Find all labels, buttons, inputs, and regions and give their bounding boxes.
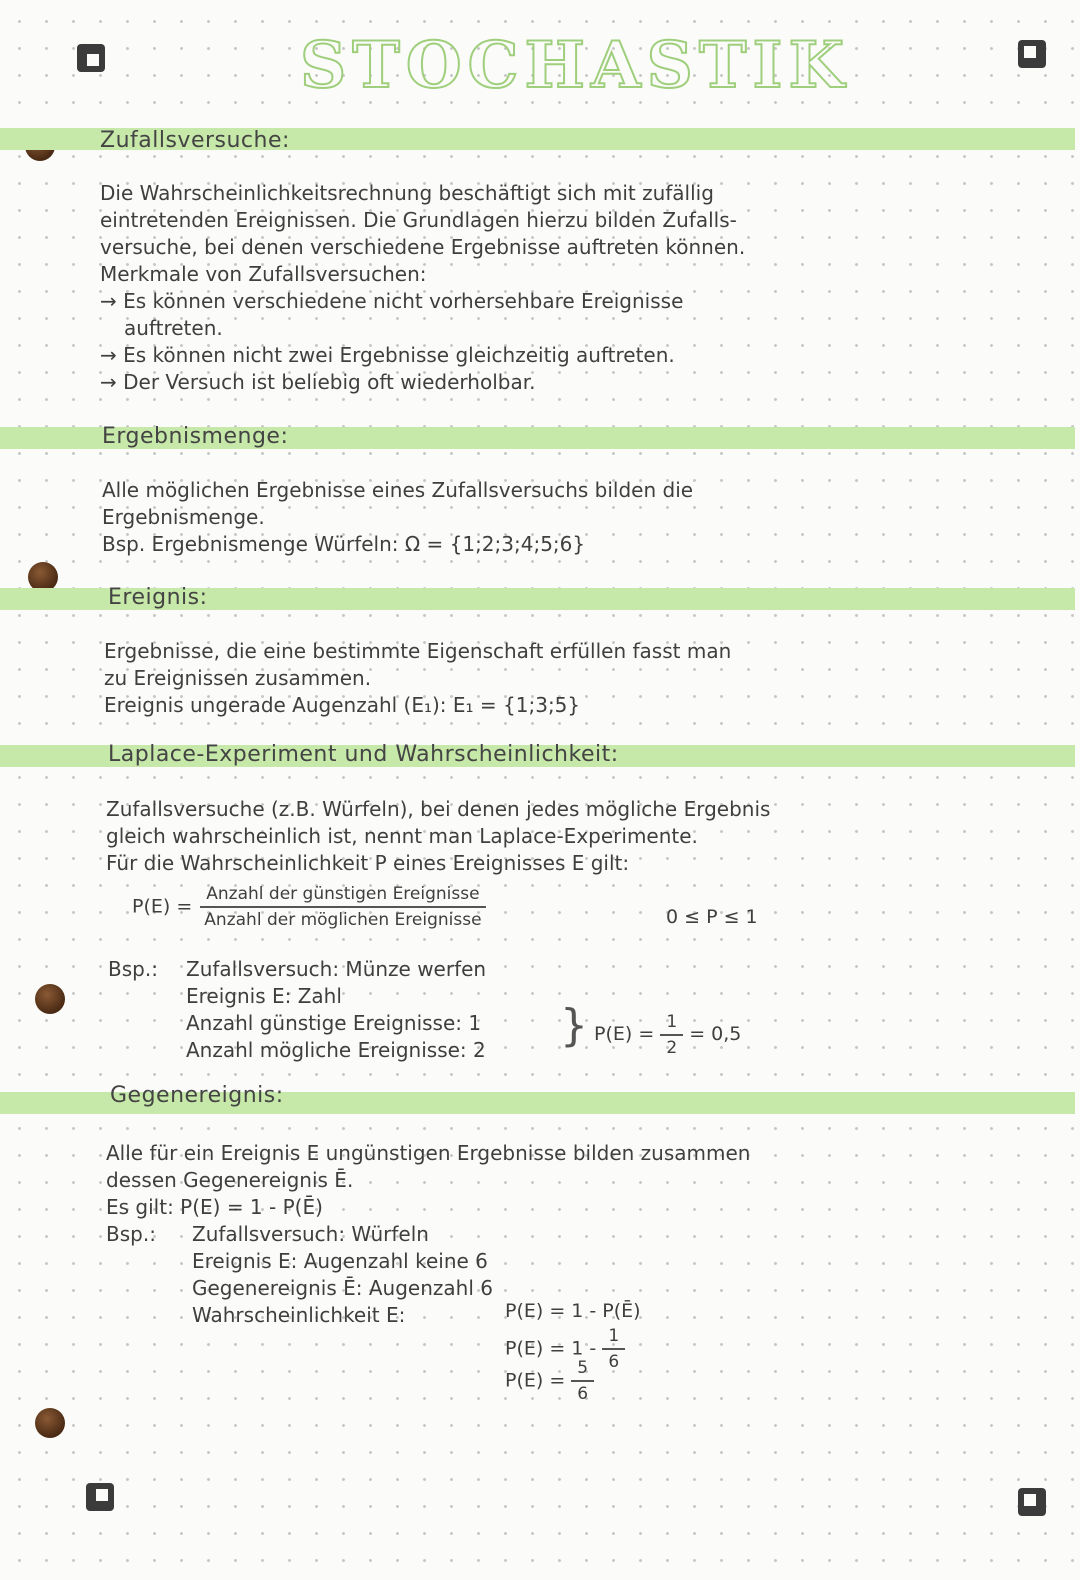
text-line: Bsp.:: [106, 1222, 156, 1246]
text-line: Ereignis ungerade Augenzahl (E₁): E₁ = {1;3;5}: [104, 693, 581, 717]
formula-numerator: Anzahl der günstigen Ereignisse: [200, 884, 485, 908]
text-line: Wahrscheinlichkeit E:: [192, 1303, 406, 1327]
calc-numerator: 5: [571, 1358, 594, 1382]
text-line: Anzahl mögliche Ereignisse: 2: [186, 1038, 486, 1062]
text-line: → Der Versuch ist beliebig oft wiederholbar.: [100, 370, 536, 394]
section-body-gegenereignis: [88, 1140, 1008, 1221]
calc-denominator: 6: [608, 1352, 620, 1372]
corner-mark-icon: [86, 1483, 114, 1511]
text-line: Ergebnisse, die eine bestimmte Eigenschaft erfüllen fasst man: [104, 639, 732, 663]
text-line: gleich wahrscheinlich ist, nennt man Laplace-Experimente.: [106, 824, 698, 848]
text-line: Anzahl günstige Ereignisse: 1: [186, 1011, 482, 1035]
text-line: dessen Gegenereignis Ē.: [106, 1168, 354, 1192]
result-lhs: P(E) =: [594, 1023, 655, 1045]
section-body-ereignis: [86, 638, 1006, 719]
punch-hole-icon: [35, 1408, 65, 1438]
probability-range: 0 ≤ P ≤ 1: [666, 906, 758, 928]
section-heading-ergebnismenge: Ergebnismenge:: [102, 424, 289, 449]
text-line: Es gilt: P(E) = 1 - P(Ē): [106, 1195, 323, 1219]
text-line: → Es können verschiedene nicht vorhersehbare Ereignisse: [100, 289, 684, 313]
calc-denominator: 6: [577, 1384, 589, 1404]
formula-denominator: Anzahl der möglichen Ereignisse: [204, 910, 482, 930]
text-line: Alle möglichen Ergebnisse eines Zufallsversuchs bilden die: [102, 478, 694, 502]
text-line: Alle für ein Ereignis E ungünstigen Ergebnisse bilden zusammen: [106, 1141, 751, 1165]
formula-fraction: [198, 884, 487, 930]
punch-hole-icon: [35, 984, 65, 1014]
text-line: Zufallsversuche (z.B. Würfeln), bei denen jedes mögliche Ergebnis: [106, 797, 771, 821]
calc-fraction: [602, 1326, 625, 1372]
calc-numerator: 1: [602, 1326, 625, 1350]
result-fraction: [660, 1012, 683, 1058]
text-line: Zufallsversuch: Würfeln: [192, 1222, 429, 1246]
result-rhs: = 0,5: [689, 1023, 742, 1045]
text-line: Ergebnismenge.: [102, 505, 265, 529]
text-line: Merkmale von Zufallsversuchen:: [100, 262, 427, 286]
text-line: → Es können nicht zwei Ergebnisse gleichzeitig auftreten.: [100, 343, 675, 367]
laplace-formula: [132, 884, 488, 930]
example-label: [90, 956, 200, 983]
text-line: Bsp.:: [108, 957, 158, 981]
example-result: [560, 1000, 742, 1058]
section-body-zufallsversuche: [82, 180, 982, 396]
page-title: STOCHASTIK: [300, 28, 851, 103]
section-body-ergebnismenge: [84, 477, 984, 558]
text-line: Zufallsversuch: Münze werfen: [186, 957, 487, 981]
text-line: eintretenden Ereignissen. Die Grundlagen hierzu bilden Zufalls-: [100, 208, 737, 232]
corner-mark-icon: [1018, 1488, 1046, 1516]
calc-fraction: [571, 1358, 594, 1404]
corner-mark-icon: [77, 44, 105, 72]
text-line: Gegenereignis Ē: Augenzahl 6: [192, 1276, 493, 1300]
result-denominator: 2: [666, 1037, 678, 1058]
text-line: Die Wahrscheinlichkeitsrechnung beschäftigt sich mit zufällig: [100, 181, 714, 205]
example-label: [88, 1221, 198, 1248]
section-heading-gegenereignis: Gegenereignis:: [110, 1083, 284, 1108]
brace-icon: }: [560, 1000, 588, 1051]
calc-lhs: P(E) =: [505, 1369, 566, 1392]
text-line: auftreten.: [124, 316, 223, 340]
section-body-laplace: [88, 796, 1008, 877]
example-gegenereignis: [192, 1221, 552, 1329]
calc-line-1: P(E) = 1 - P(Ē): [505, 1300, 641, 1322]
text-line: Bsp. Ergebnismenge Würfeln: Ω = {1;2;3;4;5;6}: [102, 532, 586, 556]
result-numerator: 1: [660, 1012, 683, 1036]
calc-line-3: [505, 1358, 594, 1404]
text-line: Ereignis E: Zahl: [186, 984, 342, 1008]
text-line: zu Ereignissen zusammen.: [104, 666, 372, 690]
section-heading-laplace: Laplace-Experiment und Wahrscheinlichkeit:: [108, 742, 619, 767]
corner-mark-icon: [1018, 40, 1046, 68]
example-laplace: [186, 956, 586, 1064]
section-heading-zufallsversuche: Zufallsversuche:: [100, 128, 290, 153]
formula-lhs: P(E) =: [132, 895, 193, 918]
calc-lhs: P(E) = 1 -: [505, 1337, 597, 1360]
text-line: versuche, bei denen verschiedene Ergebnisse auftreten können.: [100, 235, 746, 259]
text-line: Ereignis E: Augenzahl keine 6: [192, 1249, 488, 1273]
section-heading-ereignis: Ereignis:: [108, 585, 208, 610]
text-line: Für die Wahrscheinlichkeit P eines Ereignisses E gilt:: [106, 851, 630, 875]
